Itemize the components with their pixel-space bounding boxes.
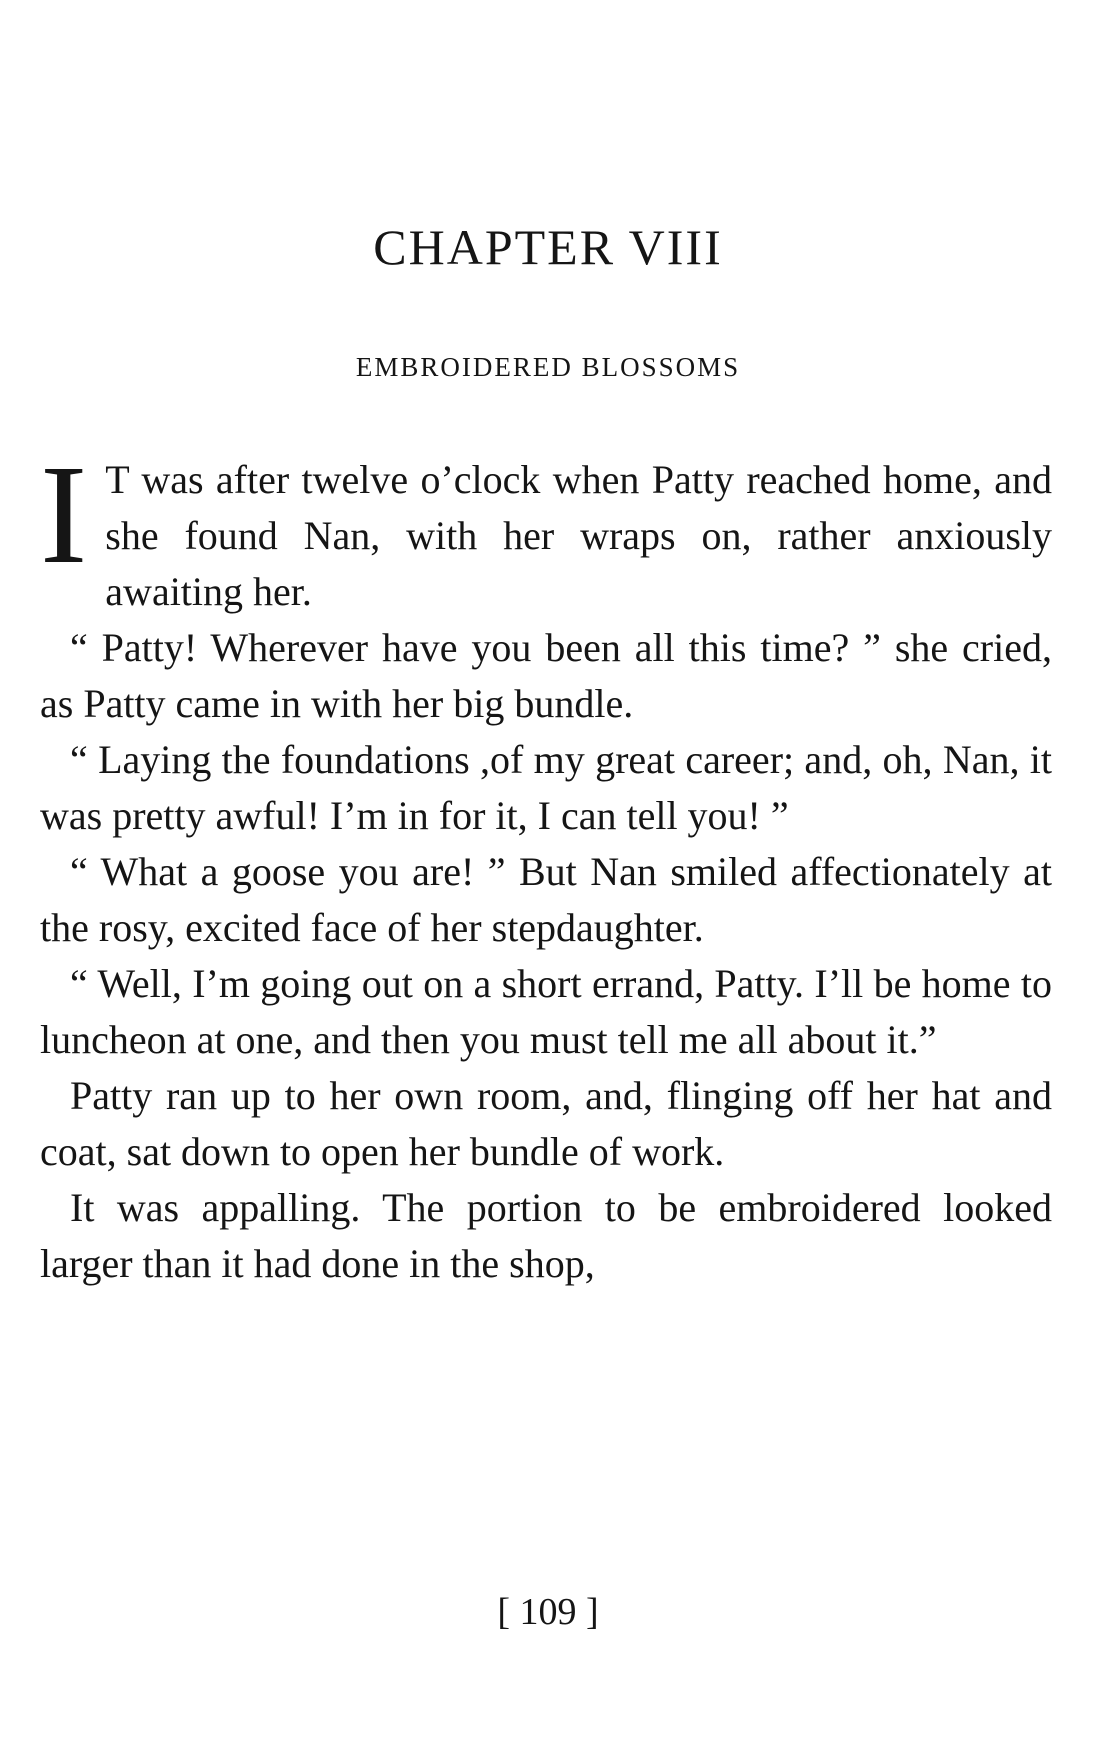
body-text	[40, 435, 1052, 1292]
paragraph-5: “ Well, I’m going out on a short errand, Patty. I’ll be home to luncheon at one, and then you must tell me all about it.”	[40, 961, 1052, 1062]
paragraph-7: It was appalling. The portion to be embroidered looked larger than it had done in the shop,	[40, 1185, 1052, 1286]
paragraph-2: “ Patty! Wherever have you been all this time? ” she cried, as Patty came in with her big bundle.	[40, 625, 1052, 726]
paragraph-1	[40, 435, 1052, 620]
chapter-subtitle: EMBROIDERED BLOSSOMS	[355, 352, 741, 382]
paragraph-4: “ What a goose you are! ” But Nan smiled affectionately at the rosy, excited face of her stepdaughter.	[40, 849, 1052, 950]
paragraph-1-text: T was after twelve o’clock when Patty reached home, and she found Nan, with her wraps on, rather anxiously awaiting her.	[105, 457, 1052, 614]
paragraph-3: “ Laying the foundations ,of my great career; and, oh, Nan, it was pretty awful! I’m in for it, I can tell you! ”	[40, 737, 1052, 838]
chapter-title: CHAPTER VIII	[373, 219, 723, 275]
page-number: [ 109 ]	[497, 1591, 599, 1633]
drop-cap: I	[40, 435, 88, 593]
paragraph-6: Patty ran up to her own room, and, flinging off her hat and coat, sat down to open her bundle of work.	[40, 1073, 1052, 1174]
